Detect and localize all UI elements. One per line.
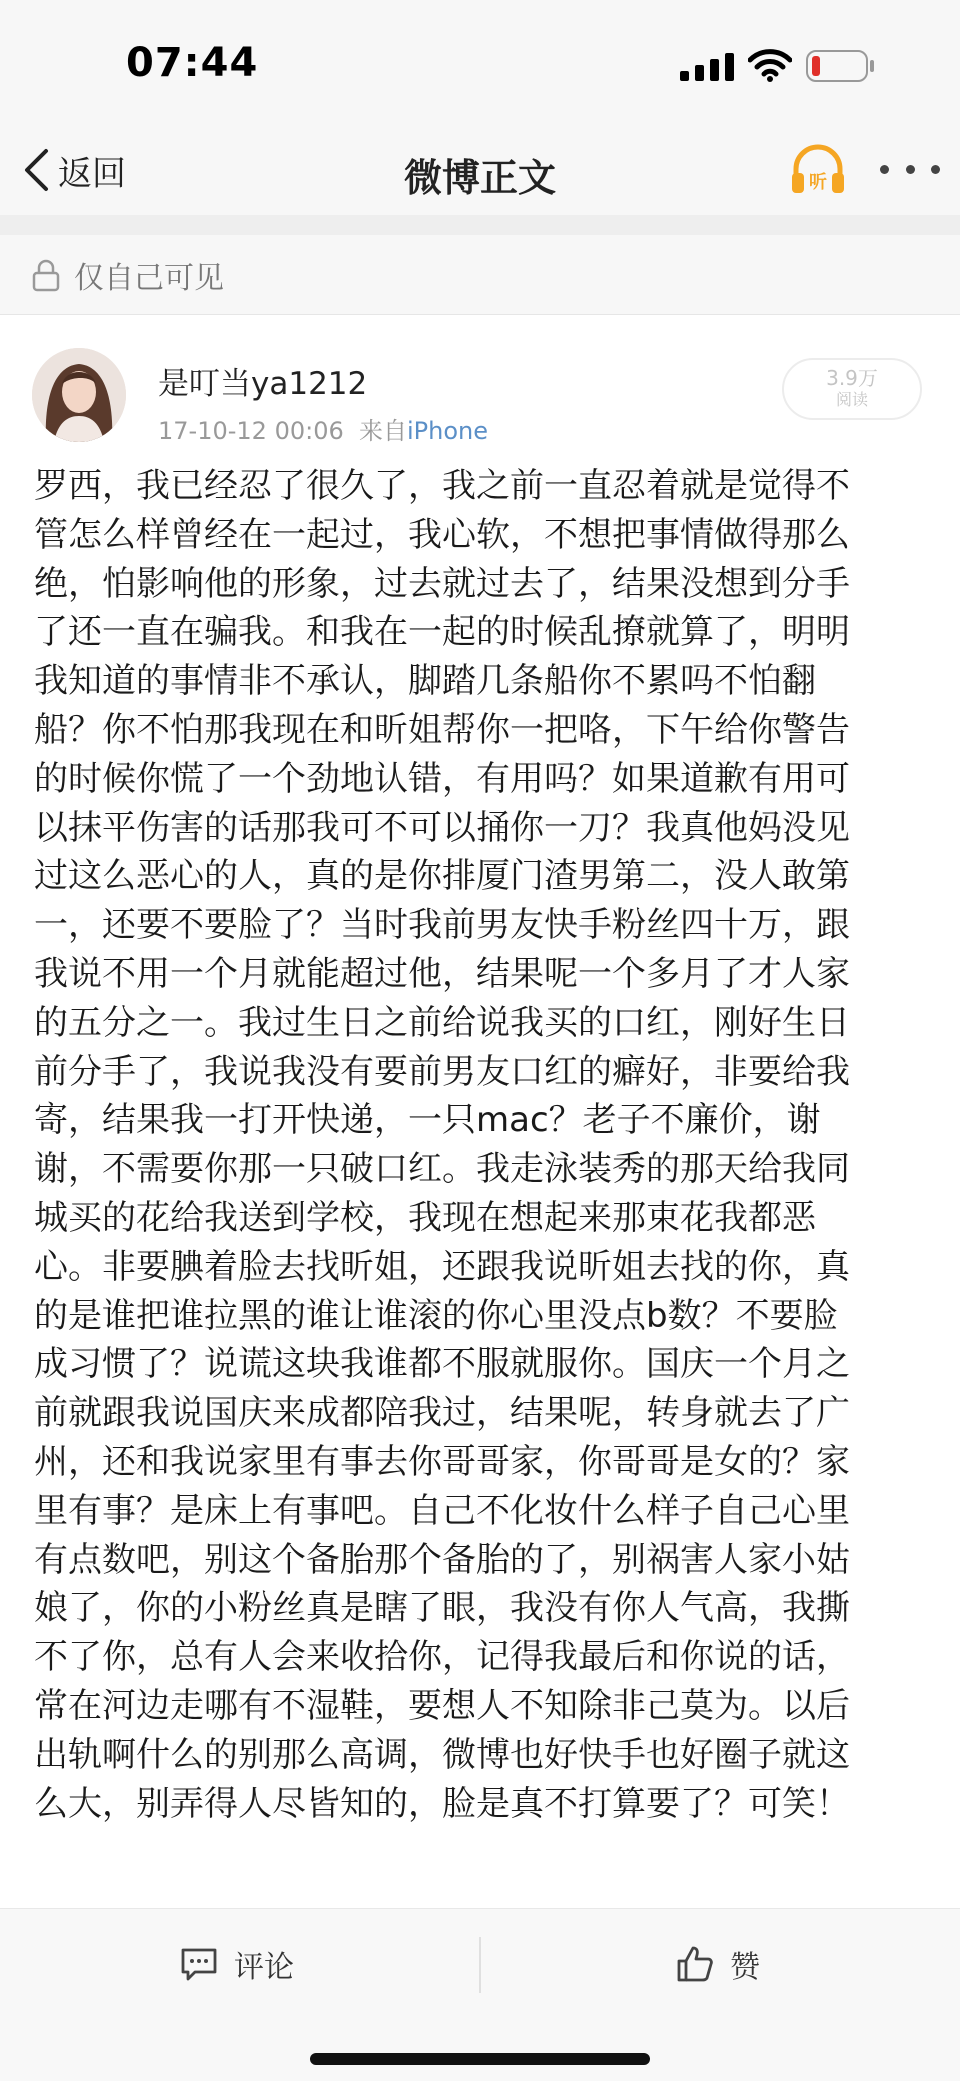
- post-line: 出轨啊什么的别那么高调，微博也好快手也好圈子就这: [34, 1734, 850, 1775]
- post-line: 前就跟我说国庆来成都陪我过，结果呢，转身就去了广: [34, 1393, 850, 1434]
- post-line: 以抹平伤害的话那我可不可以捅你一刀？我真他妈没见: [34, 807, 850, 848]
- post-line: 管怎么样曾经在一起过，我心软，不想把事情做得那么: [34, 514, 850, 555]
- post-line: 么大，别弄得人尽皆知的，脸是真不打算要了？可笑！: [34, 1783, 850, 1824]
- read-label: 阅读: [835, 390, 868, 409]
- post-line: 绝，怕影响他的形象，过去就过去了，结果没想到分手: [34, 563, 850, 604]
- comment-icon: [180, 1945, 218, 1983]
- like-label: 赞: [730, 1950, 760, 1985]
- lock-icon: [32, 258, 60, 292]
- post-line: 谢，不需要你那一只破口红。我走泳装秀的那天给我同: [34, 1149, 850, 1190]
- status-time: 07:44: [126, 40, 259, 86]
- post-meta: [158, 411, 488, 446]
- read-count: 3.9万: [826, 366, 878, 390]
- post-line: 城买的花给我送到学校，我现在想起来那束花我都恶: [34, 1197, 816, 1238]
- post-line: 前分手了，我说我没有要前男友口红的癖好，非要给我: [34, 1051, 850, 1092]
- post-line: 寄，结果我一打开快递，一只mac？老子不廉价，谢: [34, 1100, 821, 1141]
- post-line: 一，还要不要脸了？当时我前男友快手粉丝四十万，跟: [34, 905, 850, 946]
- more-dot-icon: [880, 165, 889, 174]
- post-line: 娘了，你的小粉丝真是瞎了眼，我没有你人气高，我撕: [34, 1588, 850, 1629]
- visibility-row: [0, 235, 960, 315]
- avatar-image: [32, 348, 126, 442]
- comment-button[interactable]: [180, 1939, 294, 1989]
- post-line: 州，还和我说家里有事去你哥哥家，你哥哥是女的？家: [34, 1441, 850, 1482]
- post-line: 成习惯了？说谎这块我谁都不服就服你。国庆一个月之: [34, 1344, 850, 1385]
- listen-label: 听: [809, 172, 827, 193]
- post-line: 的时候你慌了一个劲地认错，有用吗？如果道歉有用可: [34, 758, 850, 799]
- username[interactable]: 是叮当ya1212: [158, 366, 368, 402]
- source-link[interactable]: iPhone: [407, 417, 489, 445]
- section-divider: [0, 215, 960, 235]
- wifi-icon: [748, 48, 792, 82]
- post-body: [34, 462, 926, 1828]
- bar-divider: [479, 1937, 481, 1993]
- home-indicator[interactable]: [310, 2053, 650, 2065]
- more-dot-icon: [906, 165, 915, 174]
- post-line: 心。非要腆着脸去找昕姐，还跟我说昕姐去找的你，真: [34, 1246, 850, 1287]
- thumbs-up-icon: [676, 1945, 714, 1983]
- post-line: 常在河边走哪有不湿鞋，要想人不知除非己莫为。以后: [34, 1685, 850, 1726]
- post-line: 了还一直在骗我。和我在一起的时候乱撩就算了，明明: [34, 612, 850, 653]
- listen-headphones-icon[interactable]: [790, 143, 846, 197]
- post-line: 罗西，我已经忍了很久了，我之前一直忍着就是觉得不: [34, 466, 850, 506]
- battery-icon: [806, 50, 876, 82]
- post-date: 17-10-12 00:06: [158, 417, 344, 445]
- more-options-button[interactable]: [880, 165, 940, 177]
- read-count-badge: [782, 358, 922, 420]
- source-prefix: 来自: [359, 417, 407, 445]
- post-line: 有点数吧，别这个备胎那个备胎的了，别祸害人家小姑: [34, 1539, 850, 1580]
- post-line: 我知道的事情非不承认，脚踏几条船你不累吗不怕翻: [34, 661, 816, 702]
- post-line: 的是谁把谁拉黑的谁让谁滚的你心里没点b数？不要脸: [34, 1295, 838, 1336]
- like-button[interactable]: [676, 1939, 760, 1989]
- post-line: 船？你不怕那我现在和昕姐帮你一把咯，下午给你警告: [34, 709, 850, 750]
- signal-icon: [680, 53, 736, 81]
- visibility-label: 仅自己可见: [74, 260, 224, 296]
- comment-label: 评论: [234, 1950, 294, 1985]
- bottom-action-bar: [0, 1908, 960, 2081]
- post-line: 过这么恶心的人，真的是你排厦门渣男第二，没人敢第: [34, 856, 850, 897]
- post-line: 不了你，总有人会来收拾你，记得我最后和你说的话，: [34, 1637, 850, 1678]
- more-dot-icon: [931, 165, 940, 174]
- status-bar: [0, 0, 960, 125]
- post-line: 里有事？是床上有事吧。自己不化妆什么样子自己心里: [34, 1490, 850, 1531]
- post-line: 我说不用一个月就能超过他，结果呢一个多月了才人家: [34, 953, 850, 994]
- page-title: 微博正文: [403, 156, 556, 200]
- avatar[interactable]: [32, 348, 126, 442]
- post-line: 的五分之一。我过生日之前给说我买的口红，刚好生日: [34, 1002, 850, 1043]
- nav-bar: [0, 125, 960, 215]
- back-label: 返回: [58, 153, 126, 194]
